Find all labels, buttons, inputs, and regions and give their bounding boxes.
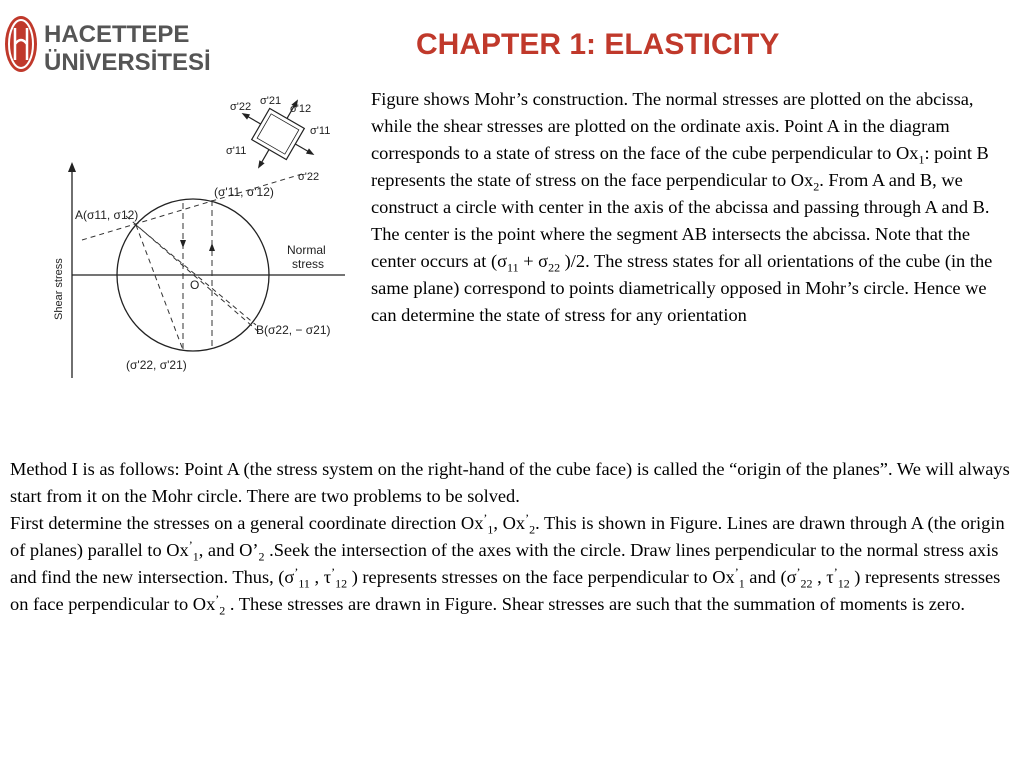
center-label: O — [190, 278, 200, 292]
method-description — [10, 456, 1016, 618]
point-b-label: B(σ22, − σ21) — [256, 323, 331, 337]
mohr-description: Figure shows Mohr’s construction. The normal stresses are plotted on the abcissa, while the shear stresses are plotted on the ordinate axis. Point A in the diagram corresponds to a state of stress on the face of the cube perpendicular to $Ox_1$: point B represents the state of stress on the face perpendicular to $Ox_2$. From A and B, we construct a circle with center in the axis of the abcissa and passing through A and B. The center is the point where the segment AB intersects the abcissa. Note that the center occurs at ($\sigma_{11} + \sigma_{22}$ )/2. The stress states for all orientations of the cube (in the same plane) correspond to points diametrically opposed in Mohr’s circle. Hence we can determine the state of stress for any orientation — [371, 89, 993, 325]
cube-label-s12: σ'12 — [290, 103, 312, 115]
mohr-circle-figure — [30, 88, 370, 388]
method-steps: First determine the stresses on a general coordinate direction $Ox^’_1$, $Ox^’_2$. This is shown in Figure. Lines are drawn through A (the origin of planes) parallel to $Ox^’_1$, and $O’_2$ .Seek the intersection of the axes with the circle. Draw lines perpendicular to the normal stress axis and find the new intersection. Thus, ($\sigma^’_{11}$ , $\tau^’_{12}$ ) represents stresses on the face perpendicular to $Ox^’_1$ and ($\sigma^’_{22}$ , $\tau^’_{12}$ ) represents stresses on face perpendicular to $Ox^’_2$ . These stresses are drawn in Figure. Shear stresses are such that the summation of moments is zero. — [10, 510, 1005, 618]
x-axis-label-1: Normal — [287, 243, 326, 257]
page-title: CHAPTER 1: ELASTICITY — [416, 28, 780, 61]
university-logo — [2, 12, 212, 76]
x-axis-label-2: stress — [292, 257, 325, 271]
cube-label-s22-top: σ'22 — [230, 101, 252, 113]
method-intro: Method I is as follows: Point A (the stress system on the right-hand of the cube face) is called the “origin of the planes”. We will always start from it on the Mohr circle. There are two problems to be solved. — [10, 459, 1010, 506]
point-a-label: A(σ11, σ12) — [75, 208, 139, 222]
logo-line1: HACETTEPE — [44, 21, 190, 48]
cube-label-s22-bottom: σ'22 — [298, 171, 320, 183]
point-bottom-label: (σ'22, σ'21) — [126, 358, 187, 372]
logo-line2: ÜNİVERSİTESİ — [44, 49, 211, 76]
cube-label-s21: σ'21 — [260, 95, 282, 107]
cube-label-s11-left: σ'11 — [226, 145, 247, 157]
point-top-label: (σ'11, σ'12) — [214, 185, 274, 199]
cube-label-s11-right: σ'11 — [310, 125, 331, 137]
y-axis-label: Shear stress — [53, 258, 65, 320]
